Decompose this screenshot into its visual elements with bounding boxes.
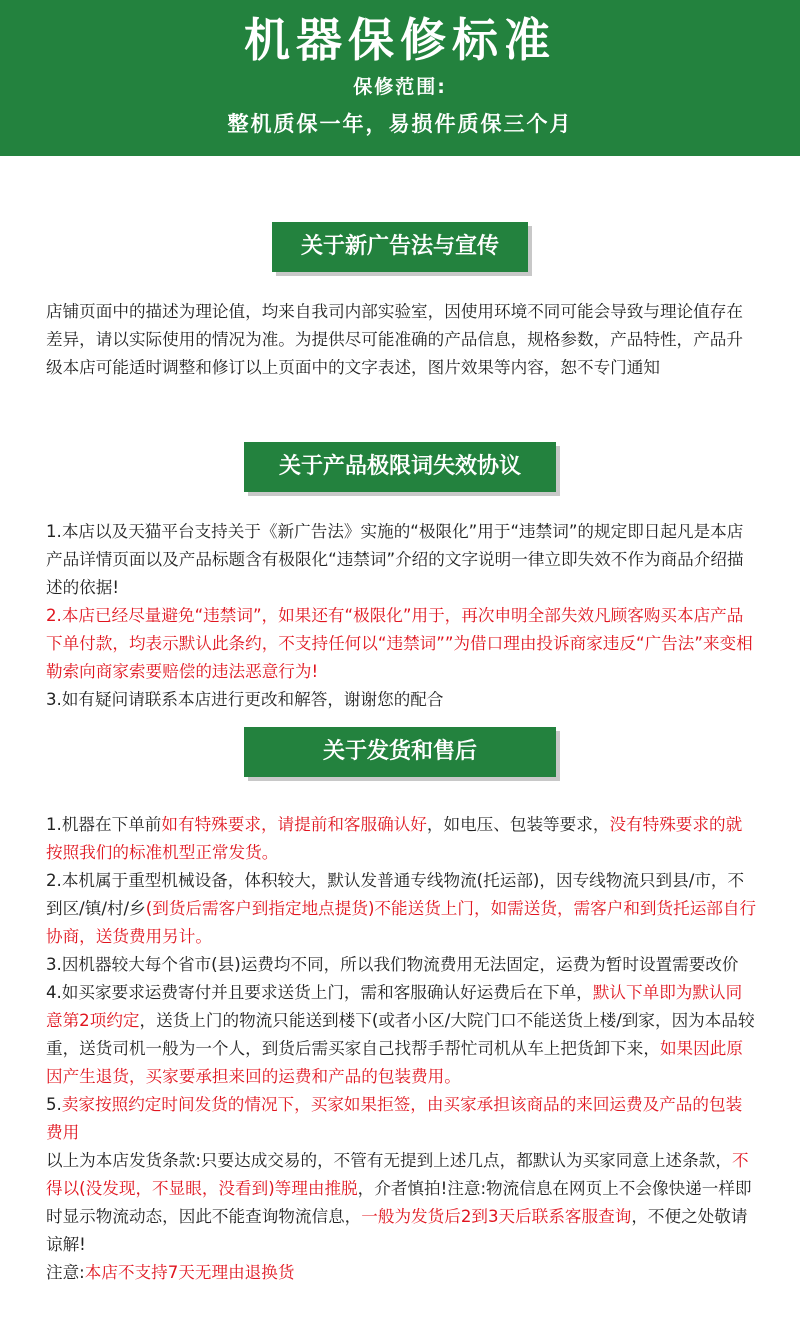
section-title-advertising-law: 关于新广告法与宣传 bbox=[272, 222, 528, 272]
header-banner bbox=[0, 0, 800, 156]
section-title-extreme-words: 关于产品极限词失效协议 bbox=[244, 442, 556, 492]
section-title-shipping: 关于发货和售后 bbox=[244, 727, 556, 777]
extreme-words-item-3: 3.如有疑问请联系本店进行更改和解答，谢谢您的配合 bbox=[46, 690, 444, 709]
warranty-scope-text: 整机质保一年，易损件质保三个月 bbox=[227, 112, 573, 136]
warranty-scope-label: 保修范围: bbox=[353, 76, 447, 98]
shipping-item-5: 5.卖家按照约定时间发货的情况下，买家如果拒签，由买家承担该商品的来回运费及产品的包装费用 bbox=[46, 1095, 743, 1142]
extreme-words-item-1: 1.本店以及天猫平台支持关于《新广告法》实施的“极限化”用于“违禁词”的规定即日起凡是本店产品详情页面以及产品标题含有极限化“违禁词”介绍的文字说明一律立即失效不作为商品介绍描述的依据! bbox=[46, 522, 744, 597]
section-advertising-law-body bbox=[46, 298, 758, 382]
return-notice: 注意:本店不支持7天无理由退换货 bbox=[46, 1263, 295, 1282]
shipping-item-1: 1.机器在下单前如有特殊要求，请提前和客服确认好，如电压、包装等要求，没有特殊要求的就按照我们的标准机型正常发货。 bbox=[46, 815, 743, 862]
section-extreme-words-body bbox=[46, 518, 758, 714]
section-shipping-body bbox=[46, 811, 758, 1287]
advertising-law-text: 店铺页面中的描述为理论值，均来自我司内部实验室，因使用环境不同可能会导致与理论值存在差异，请以实际使用的情况为准。为提供尽可能准确的产品信息，规格参数，产品特性，产品升级本店可能适时调整和修订以上页面中的文字表述，图片效果等内容，恕不专门通知 bbox=[46, 302, 743, 377]
shipping-item-2: 2.本机属于重型机械设备，体积较大，默认发普通专线物流(托运部)，因专线物流只到县/市，不到区/镇/村/乡(到货后需客户到指定地点提货)不能送货上门，如需送货，需客户和到货托运部自行协商，送货费用另计。 bbox=[46, 871, 757, 946]
shipping-item-4: 4.如买家要求运费寄付并且要求送货上门，需和客服确认好运费后在下单，默认下单即为默认同意第2项约定，送货上门的物流只能送到楼下(或者小区/大院门口不能送货上楼/到家，因为本品较重，送货司机一般为一个人，到货后需买家自己找帮手帮忙司机从车上把货卸下来，如果因此原因产生退货，买家要承担来回的运费和产品的包装费用。 bbox=[46, 983, 755, 1086]
shipping-terms: 以上为本店发货条款:只要达成交易的，不管有无提到上述几点，都默认为买家同意上述条款，不得以(没发现，不显眼，没看到)等理由推脱，介者慎拍!注意:物流信息在网页上不会像快递一样即时显示物流动态，因此不能查询物流信息，一般为发货后2到3天后联系客服查询，不便之处敬请谅解! bbox=[46, 1151, 752, 1254]
page-title: 机器保修标准 bbox=[244, 13, 556, 67]
extreme-words-item-2: 2.本店已经尽量避免“违禁词”，如果还有“极限化”用于，再次申明全部失效凡顾客购买本店产品下单付款，均表示默认此条约，不支持任何以“违禁词””为借口理由投诉商家违反“广告法”来变相勒索向商家索要赔偿的违法恶意行为! bbox=[46, 606, 753, 681]
shipping-item-3: 3.因机器较大每个省市(县)运费均不同，所以我们物流费用无法固定，运费为暂时设置需要改价 bbox=[46, 955, 739, 974]
